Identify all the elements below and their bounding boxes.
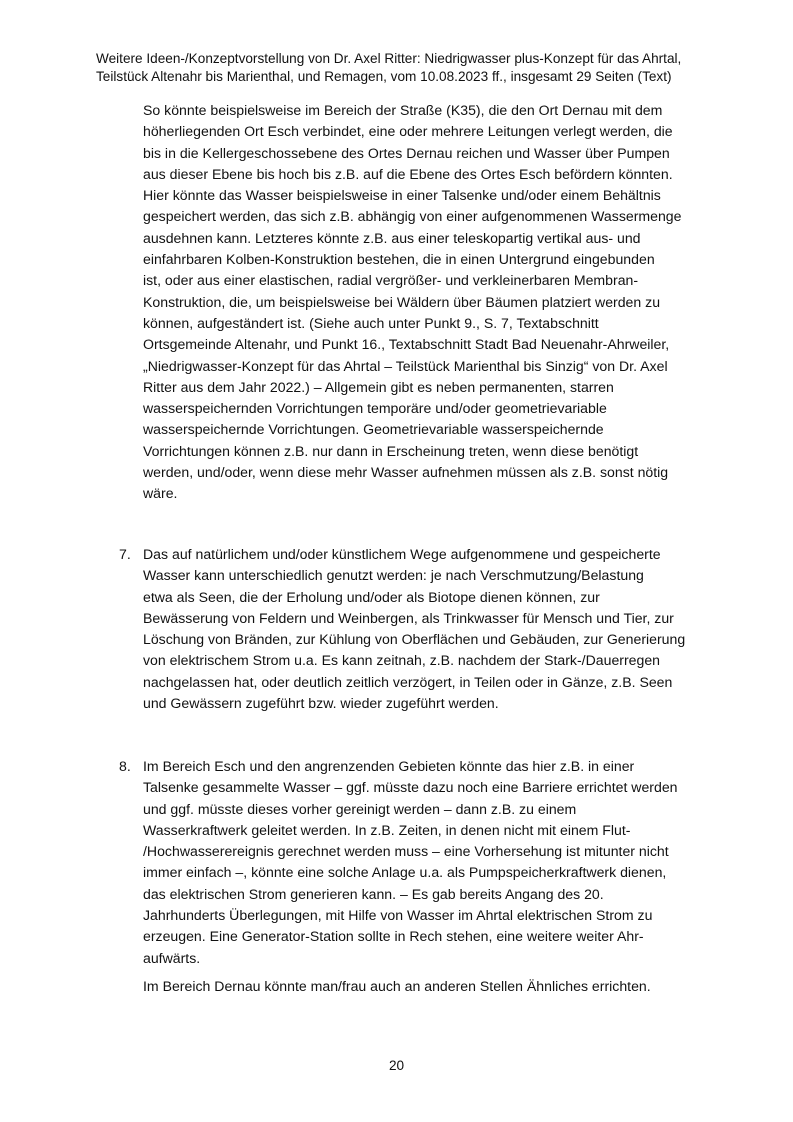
text-line: bis in die Kellergeschossebene des Ortes Dernau reichen und Wasser über Pumpen: [143, 144, 670, 161]
text-line: Wasser kann unterschiedlich genutzt werden: je nach Verschmutzung/Belastung: [143, 567, 644, 584]
text-line: ist, oder aus einer elastischen, radial vergrößer- und verkleinerbaren Membran-: [143, 272, 639, 289]
text-line: immer einfach –, könnte eine solche Anlage u.a. als Pumpspeicherkraftwerk dienen,: [143, 864, 667, 881]
text-line: So könnte beispielsweise im Bereich der Straße (K35), die den Ort Dernau mit dem: [143, 102, 663, 118]
list-item-text: [143, 544, 703, 714]
text-line: Das auf natürlichem und/oder künstlichem Wege aufgenommene und gespeicherte: [143, 546, 661, 562]
text-line: Wasserkraftwerk geleitet werden. In z.B. Zeiten, in denen nicht mit einem Flut-: [143, 821, 631, 838]
text-line: nachgelassen hat, oder deutlich zeitlich verzögert, in Teilen oder in Gänze, z.B. Seen: [143, 673, 673, 690]
text-line: einfahrbaren Kolben-Konstruktion bestehen, die in einen Untergrund eingebunden: [143, 251, 655, 268]
text-line: aufwärts.: [143, 949, 201, 966]
list-item-number: 8.: [119, 758, 131, 774]
list-item-number: 7.: [119, 546, 131, 562]
text-line: Bewässerung von Feldern und Weinbergen, als Trinkwasser für Mensch und Tier, zur: [143, 609, 674, 626]
text-line: Talsenke gesammelte Wasser – ggf. müsste dazu noch eine Barriere errichtet werden: [143, 779, 678, 796]
text-line: werden, und/oder, wenn diese mehr Wasser aufnehmen müssen als z.B. sonst nötig: [143, 464, 669, 481]
text-line: wasserspeichernde Vorrichtungen. Geometrievariable wasserspeichernde: [143, 421, 604, 438]
text-line: etwa als Seen, die der Erholung und/oder als Biotope dienen können, zur: [143, 588, 600, 605]
list-item-text: [143, 756, 703, 969]
text-line: erzeugen. Eine Generator-Station sollte in Rech stehen, eine weitere weiter Ahr-: [143, 928, 644, 945]
header-line: Teilstück Altenahr bis Marienthal, und Remagen, vom 10.08.2023 ff., insgesamt 29 Seiten (Text): [96, 68, 672, 84]
text-line: Vorrichtungen können z.B. nur dann in Erscheinung treten, wenn diese benötigt: [143, 442, 639, 459]
text-line: wäre.: [143, 485, 178, 502]
text-line: höherliegenden Ort Esch verbindet, eine oder mehrere Leitungen verlegt werden, die: [143, 123, 673, 140]
text-line: Jahrhunderts Überlegungen, mit Hilfe von Wasser im Ahrtal elektrischen Strom zu: [143, 907, 653, 924]
text-line: das elektrischen Strom generieren kann. – Es gab bereits Angang des 20.: [143, 885, 604, 902]
header-line: Weitere Ideen-/Konzeptvorstellung von Dr. Axel Ritter: Niedrigwasser plus-Konzept für das Ahrtal,: [96, 51, 682, 66]
text-line: Im Bereich Esch und den angrenzenden Gebieten könnte das hier z.B. in einer: [143, 758, 635, 774]
intro-paragraph: [143, 100, 703, 505]
text-line: Ritter aus dem Jahr 2022.) – Allgemein gibt es neben permanenten, starren: [143, 378, 614, 395]
text-line: Konstruktion, die, um beispielsweise bei Wäldern über Bäumen platziert werden zu: [143, 293, 661, 310]
text-line: Löschung von Bränden, zur Kühlung von Oberflächen und Gebäuden, zur Generierung: [143, 631, 686, 648]
text-line: und Gewässern zugeführt bzw. wieder zugeführt werden.: [143, 695, 499, 712]
text-line: wasserspeichernden Vorrichtungen temporäre und/oder geometrievariable: [143, 400, 607, 417]
text-line: ausdehnen kann. Letzteres könnte z.B. aus einer teleskopartig vertikal aus- und: [143, 229, 641, 246]
text-line: Ortsgemeinde Altenahr, und Punkt 16., Textabschnitt Stadt Bad Neuenahr-Ahrweiler,: [143, 336, 670, 353]
page-number: 20: [388, 1058, 405, 1073]
page-header: [96, 50, 736, 85]
text-line: von elektrischem Strom u.a. Es kann zeitnah, z.B. nachdem der Stark-/Dauerregen: [143, 652, 661, 669]
closing-paragraph: Im Bereich Dernau könnte man/frau auch an anderen Stellen Ähnliches errichten.: [143, 978, 651, 994]
text-line: können, aufgeständert ist. (Siehe auch unter Punkt 9., S. 7, Textabschnitt: [143, 314, 599, 331]
text-line: und ggf. müsste dieses vorher gereinigt werden – dann z.B. zu einem: [143, 800, 577, 817]
text-line: Hier könnte das Wasser beispielsweise in einer Talsenke und/oder einem Behältnis: [143, 187, 661, 204]
text-line: gespeichert werden, das sich z.B. abhängig von einer aufgenommenen Wassermenge: [143, 208, 682, 225]
text-line: /Hochwasserereignis gerechnet werden muss – eine Vorhersehung ist mitunter nicht: [143, 843, 669, 860]
text-line: aus dieser Ebene bis hoch bis z.B. auf die Ebene des Ortes Esch befördern könnten.: [143, 165, 673, 182]
text-line: „Niedrigwasser-Konzept für das Ahrtal – Teilstück Marienthal bis Sinzig“ von Dr. Axel: [143, 357, 668, 374]
